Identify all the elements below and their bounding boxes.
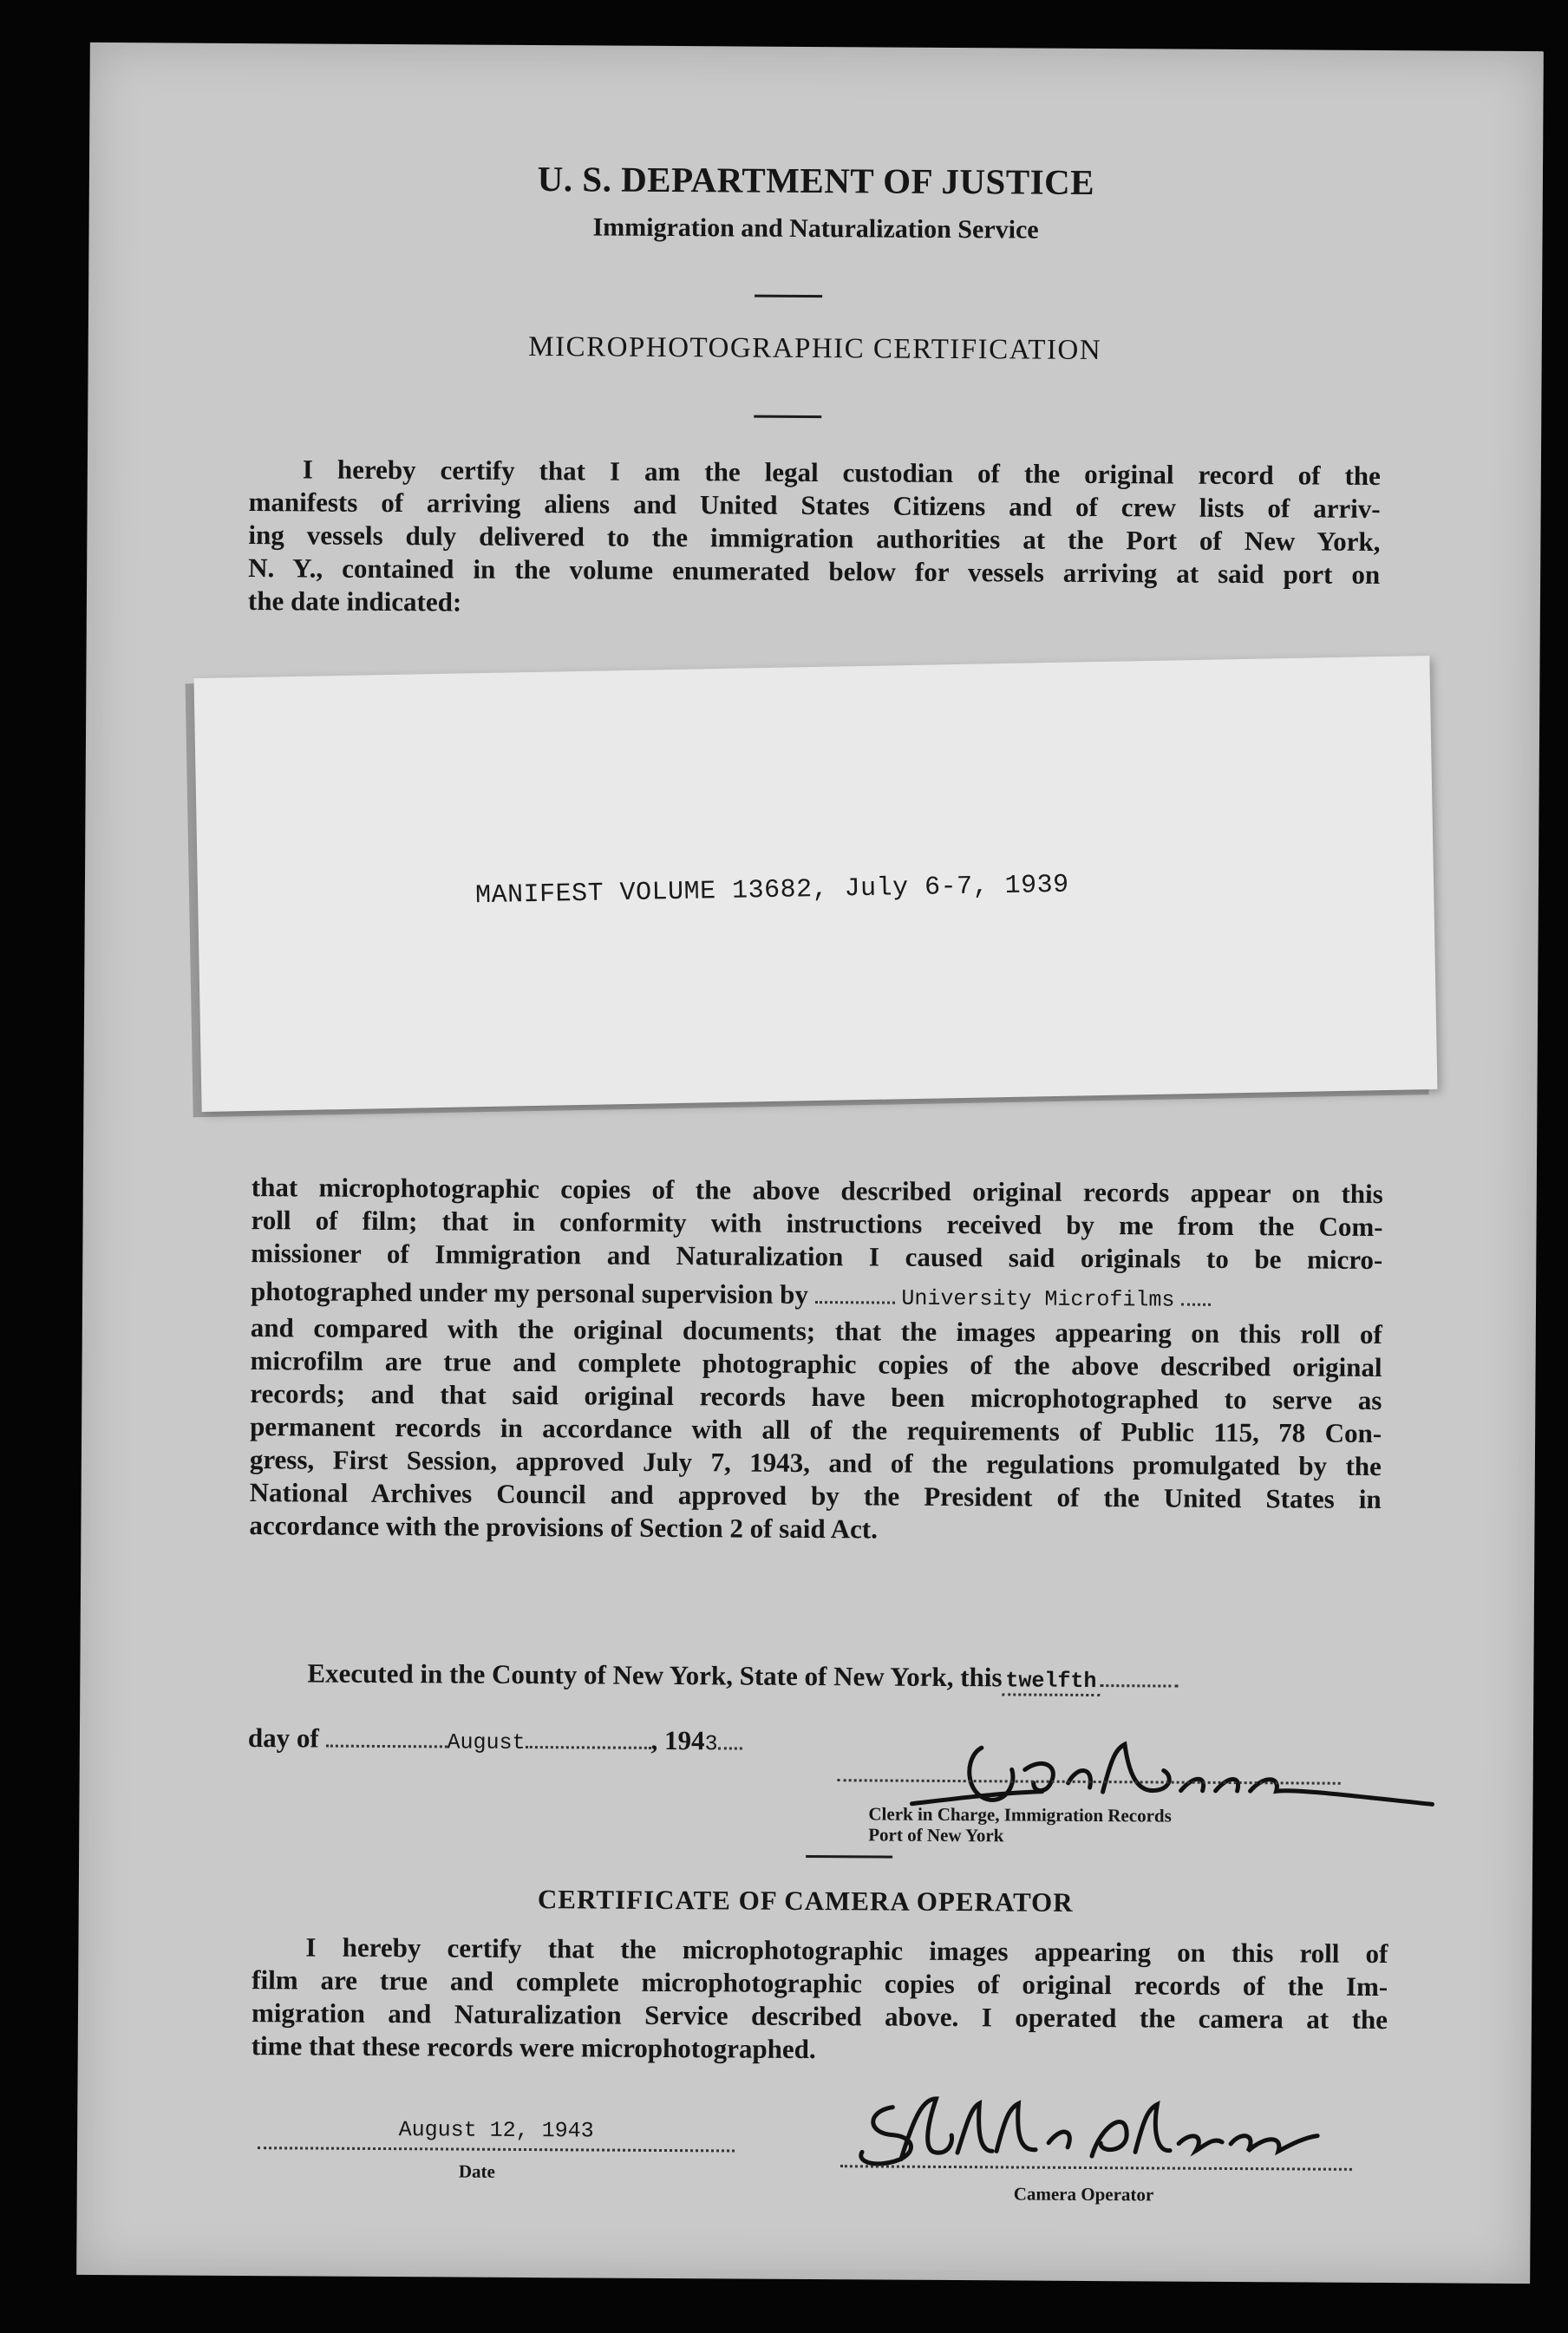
dotted-leader [525,1725,650,1749]
body-line: missioner of Immigration and Naturalization I caused said originals to be micro- [251,1238,1383,1276]
supervision-prefix: photographed under my personal supervision by [250,1276,808,1310]
dotted-leader [325,1724,447,1748]
year-prefix: , 194 [650,1724,705,1756]
divider-rule [754,415,821,418]
dotted-leader [1181,1283,1211,1306]
intro-paragraph [248,453,1381,624]
camera-certificate-heading: CERTIFICATE OF CAMERA OPERATOR [537,1884,1074,1918]
body-line: that microphotographic copies of the above described original records appear on this [251,1172,1383,1210]
execution-line [307,1657,1382,1700]
execution-day-value: twelfth [1002,1668,1100,1696]
intro-line: manifests of arriving aliens and United States Citizens and of crew lists of arriv- [248,487,1381,525]
execution-prefix: Executed in the County of New York, State of New York, this [307,1657,1003,1693]
body-line: records; and that said original records have been microphotographed to serve as [250,1378,1382,1416]
body-line: and compared with the original documents; that the images appearing on this roll of [250,1312,1382,1350]
camera-line: migration and Naturalization Service described above. I operated the camera at the [251,1997,1388,2036]
body-line: microfilm are true and complete photographic copies of the above described original [250,1345,1382,1383]
execution-month-value: August [447,1729,526,1756]
day-of-label: day of [247,1722,319,1754]
camera-line: film are true and complete microphotographic copies of original records of the Im- [252,1964,1388,2003]
department-title: U. S. DEPARTMENT OF JUSTICE [537,159,1095,202]
body-line: National Archives Council and approved by the President of the United States in [249,1477,1382,1515]
clerk-title [868,1803,1172,1846]
camera-date-field [258,2112,735,2152]
manifest-volume-card [194,656,1438,1112]
manifest-volume-text: MANIFEST VOLUME 13682, July 6-7, 1939 [474,870,1069,912]
clerk-title-line: Port of New York [868,1824,1004,1846]
dotted-leader [1100,1663,1178,1688]
supervision-value: University Microfilms [901,1285,1175,1313]
dotted-leader [815,1280,895,1304]
camera-line: I hereby certify that the microphotographic images appearing on this roll of [305,1931,1388,1970]
service-subtitle: Immigration and Naturalization Service [592,212,1039,245]
camera-line: time that these records were microphotographed. [251,2030,816,2065]
certificate-sheet [76,42,1544,2284]
camera-paragraph [252,1931,1388,2069]
body-line: accordance with the provisions of Section 2 of said Act. [249,1510,878,1545]
intro-line: the date indicated: [247,585,462,618]
body-line: permanent records in accordance with all of the requirements of Public 115, 78 Con- [250,1411,1382,1449]
divider-rule [806,1855,892,1859]
camera-date-value: August 12, 1943 [398,2117,594,2144]
body-line: roll of film; that in conformity with instructions received by me from the Com- [251,1205,1383,1243]
execution-year-value: 3 [704,1731,718,1757]
intro-line: I hereby certify that I am the legal custodian of the original record of the [302,454,1381,492]
certification-title: MICROPHOTOGRAPHIC CERTIFICATION [528,330,1102,367]
body-paragraph [249,1171,1383,1549]
clerk-title-line: Clerk in Charge, Immigration Records [868,1803,1172,1827]
body-line: gress, First Session, approved July 7, 1943, and of the regulations promulgated by the [249,1444,1382,1482]
divider-rule [755,295,822,297]
camera-operator-label: Camera Operator [1013,2183,1154,2206]
date-label: Date [458,2160,495,2182]
intro-line: ing vessels duly delivered to the immigration authorities at the Port of New York, [248,520,1381,558]
intro-line: N. Y., contained in the volume enumerated below for vessels arriving at said port on [248,552,1381,591]
dotted-leader [717,1726,742,1749]
